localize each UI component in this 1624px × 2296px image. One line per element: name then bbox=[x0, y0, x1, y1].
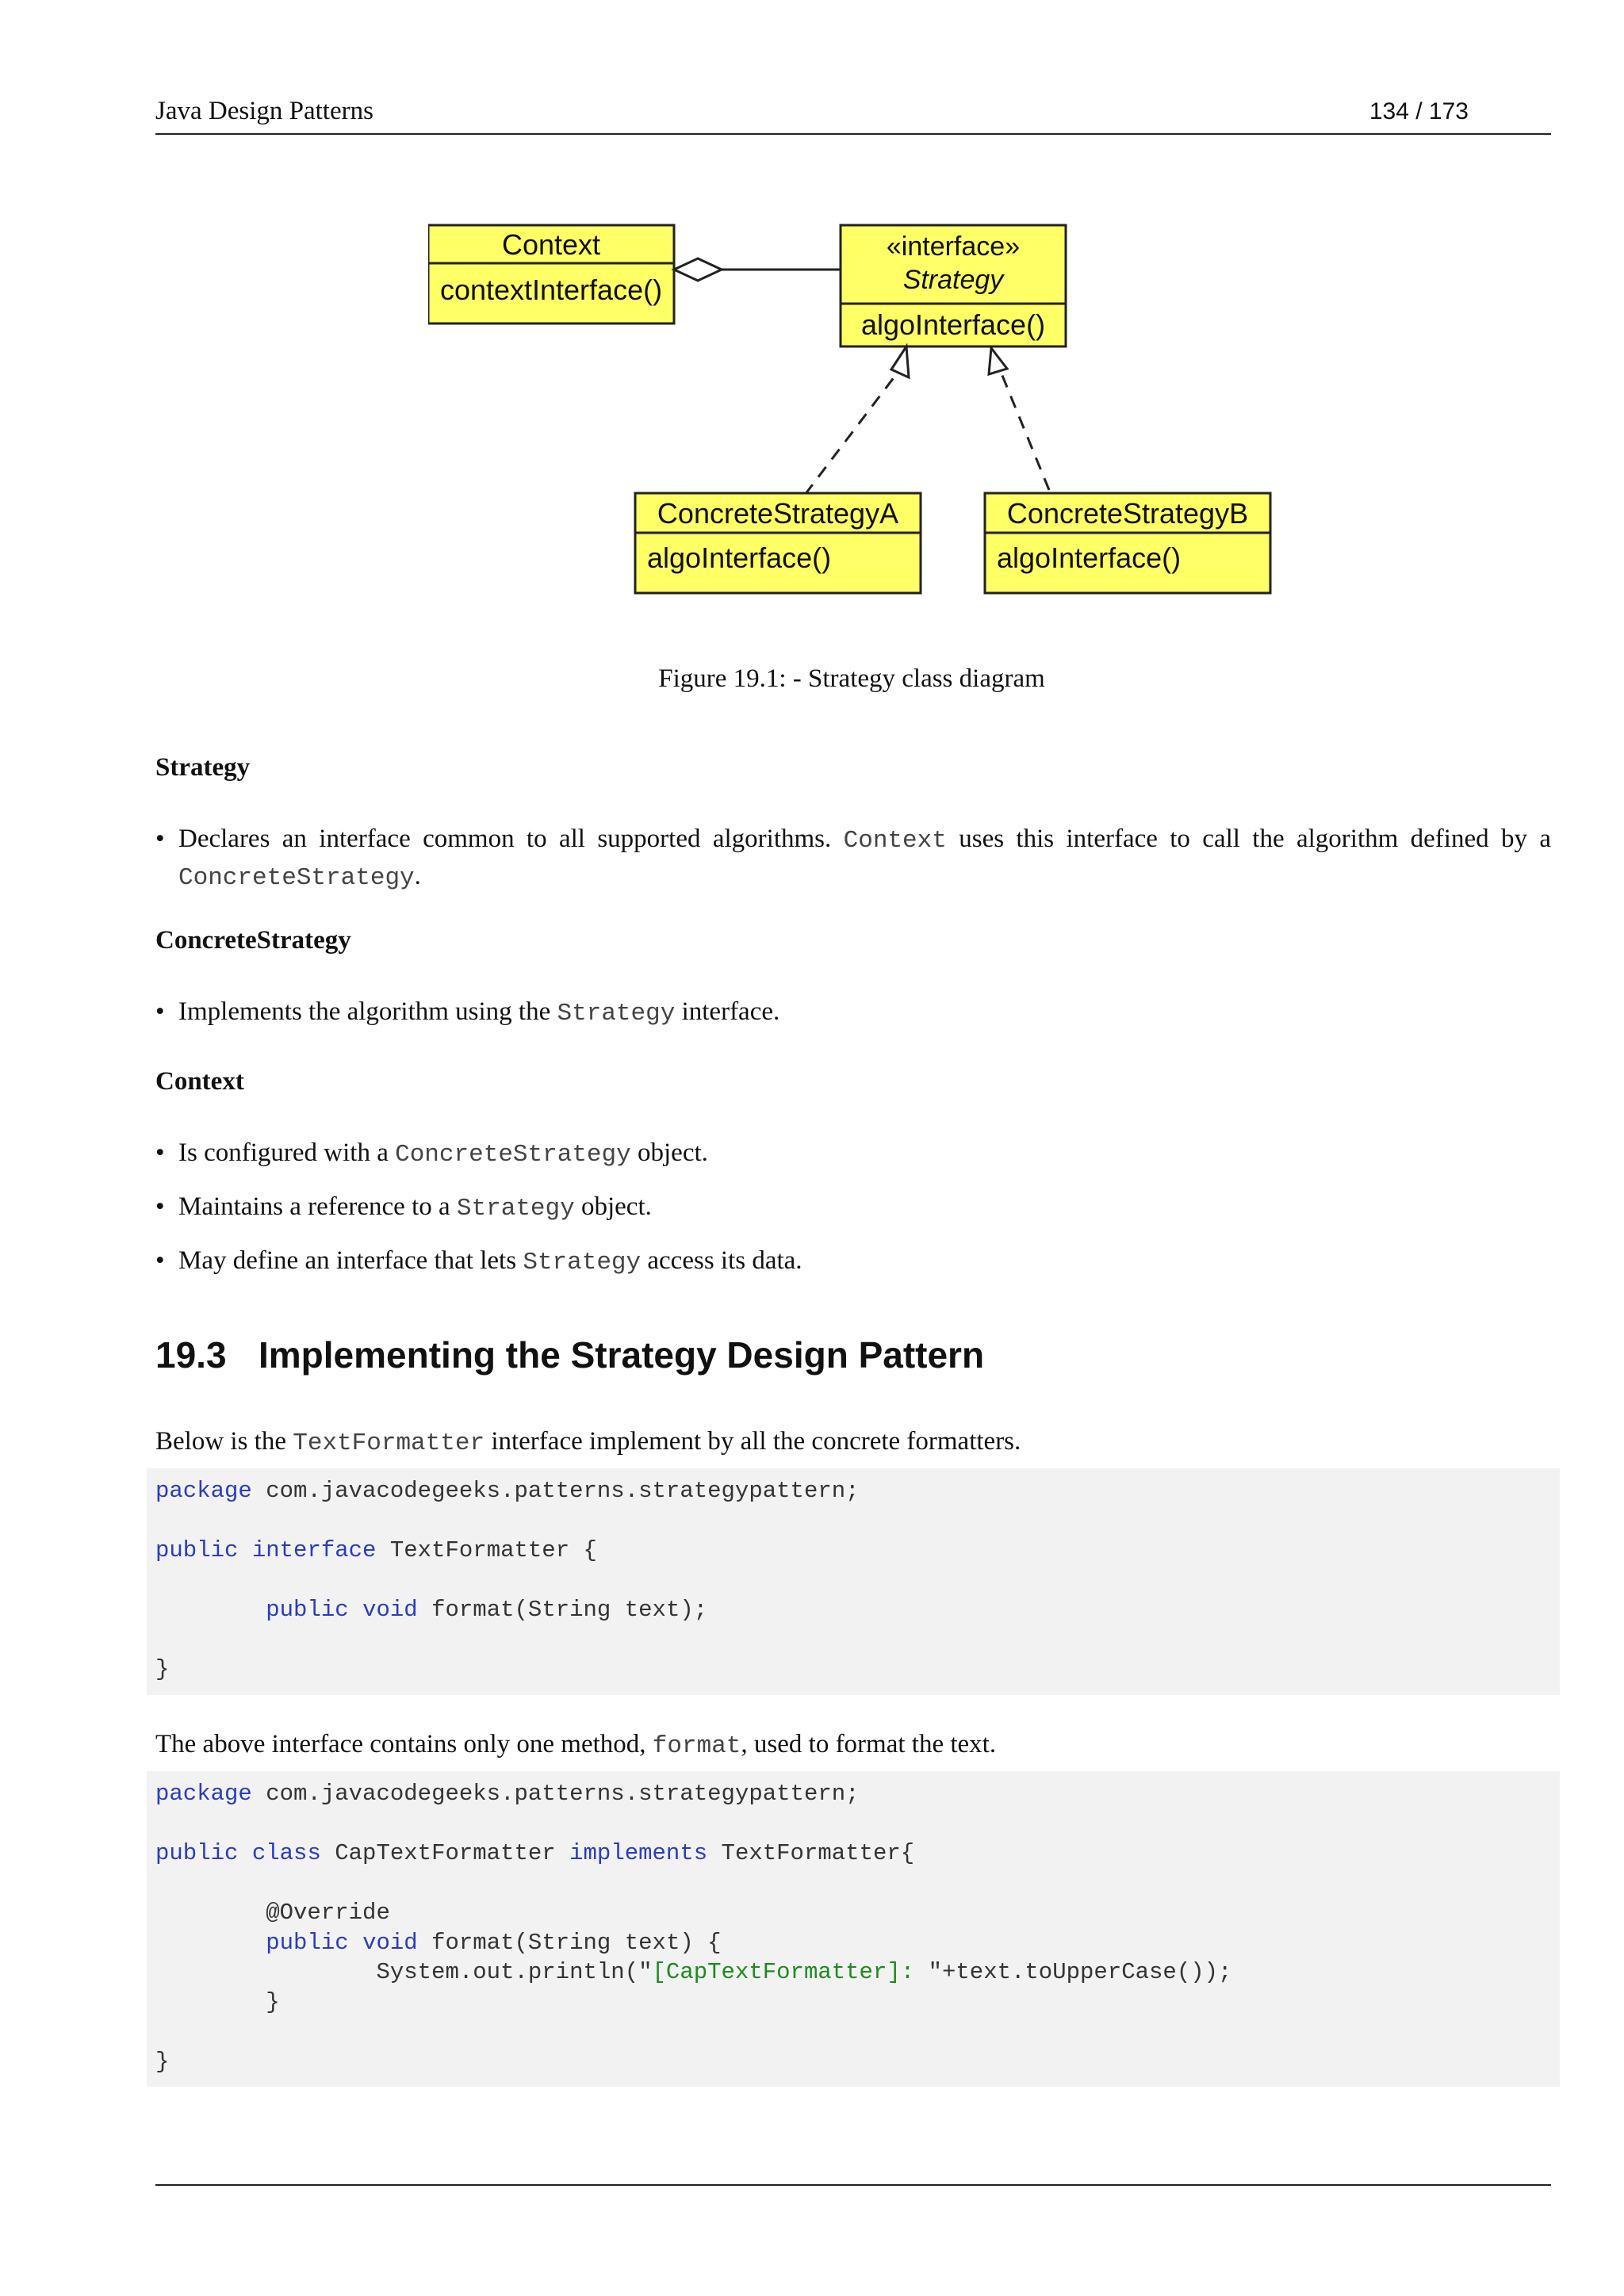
code-line: public void format(String text) { bbox=[266, 1929, 722, 1956]
list-item-text: Declares an interface common to all supported algorithms. Context uses this interface to call the algorithm defined by a ConcreteStrategy. bbox=[178, 825, 1552, 892]
context-class-box bbox=[428, 225, 674, 323]
concrete-strategy-b-box bbox=[985, 493, 1270, 593]
header-rule bbox=[155, 133, 1551, 135]
concrete-strategy-b-name: ConcreteStrategyB bbox=[1006, 497, 1249, 530]
bullet-dot: • bbox=[155, 825, 165, 853]
section-title-concrete-strategy: ConcreteStrategy bbox=[155, 926, 351, 955]
list-item-text: Implements the algorithm using the Strategy interface. bbox=[178, 997, 780, 1027]
context-class-name: Context bbox=[501, 228, 601, 261]
code-line bbox=[155, 2017, 1560, 2047]
list-item bbox=[155, 1243, 1551, 1280]
aggregation-connector bbox=[674, 258, 841, 281]
paragraph: The above interface contains only one method, format, used to format the text. bbox=[155, 1730, 997, 1760]
strategy-stereotype: «interface» bbox=[886, 232, 1021, 262]
code-line: System.out.println("[CapTextFormatter]: "+text.toUpperCase()); bbox=[155, 1959, 1232, 1985]
concrete-strategy-b-method: algoInterface() bbox=[997, 541, 1182, 574]
footer-rule bbox=[155, 2184, 1551, 2186]
section-number: 19.3 bbox=[155, 1334, 227, 1376]
code-line: } bbox=[155, 1656, 170, 1682]
strategy-interface-box bbox=[841, 225, 1066, 346]
code-line: package com.javacodegeeks.patterns.strategypattern; bbox=[155, 1781, 860, 1807]
code-line: } bbox=[155, 1988, 280, 2015]
paragraph: Below is the TextFormatter interface implement by all the concrete formatters. bbox=[155, 1427, 1021, 1457]
code-line: } bbox=[155, 2048, 170, 2075]
section-heading bbox=[155, 1334, 984, 1376]
realization-arrow-b bbox=[989, 348, 1049, 490]
code-line: public interface TextFormatter { bbox=[155, 1537, 597, 1563]
section-heading-title: Implementing the Strategy Design Pattern bbox=[259, 1334, 985, 1376]
section-title-strategy: Strategy bbox=[155, 753, 251, 782]
code-block-textformatter bbox=[147, 1468, 1560, 1695]
code-line: package com.javacodegeeks.patterns.strategypattern; bbox=[155, 1478, 860, 1504]
code-block-captextformatter bbox=[147, 1771, 1560, 2087]
list-item bbox=[155, 821, 1551, 896]
code-line: public void format(String text); bbox=[266, 1597, 708, 1623]
running-header-title: Java Design Patterns bbox=[155, 97, 373, 125]
code-line bbox=[155, 1869, 1560, 1899]
code-line bbox=[155, 1809, 1560, 1839]
section-title-context: Context bbox=[155, 1067, 244, 1096]
list-item-text: May define an interface that lets Strategy access its data. bbox=[178, 1246, 802, 1276]
code-line: public class CapTextFormatter implements TextFormatter{ bbox=[155, 1840, 915, 1866]
code-line bbox=[155, 1506, 1560, 1536]
list-item bbox=[155, 994, 1551, 1031]
list-item-text: Maintains a reference to a Strategy object. bbox=[178, 1192, 652, 1223]
figure-caption: Figure 19.1: - Strategy class diagram bbox=[658, 664, 1045, 693]
code-line: @Override bbox=[155, 1900, 390, 1926]
list-item-text: Is configured with a ConcreteStrategy object. bbox=[178, 1138, 708, 1169]
code-line bbox=[155, 1566, 1560, 1596]
code-line bbox=[155, 1625, 1560, 1655]
concrete-strategy-a-method: algoInterface() bbox=[647, 541, 832, 574]
list-item bbox=[155, 1189, 1551, 1226]
page-number: 134 / 173 bbox=[1369, 98, 1469, 124]
bullet-dot: • bbox=[155, 1138, 165, 1167]
strategy-class-diagram bbox=[428, 222, 1285, 603]
concrete-strategy-a-box bbox=[635, 493, 921, 593]
strategy-class-method: algoInterface() bbox=[860, 308, 1046, 341]
bullet-dot: • bbox=[155, 1246, 165, 1275]
bullet-dot: • bbox=[155, 1192, 165, 1221]
bullet-dot: • bbox=[155, 997, 165, 1026]
context-class-method: contextInterface() bbox=[439, 274, 663, 306]
realization-arrow-a bbox=[805, 346, 909, 495]
strategy-class-name: Strategy bbox=[902, 265, 1004, 295]
concrete-strategy-a-name: ConcreteStrategyA bbox=[657, 497, 899, 530]
list-item bbox=[155, 1135, 1551, 1173]
